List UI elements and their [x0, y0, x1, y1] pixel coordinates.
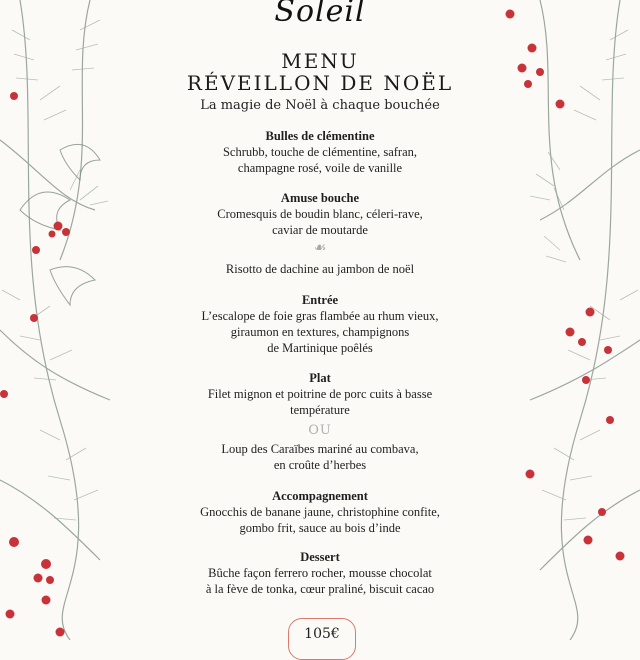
section-line: à la fève de tonka, cœur praliné, biscuit cacao [205, 582, 435, 596]
left-foliage-decoration [0, 0, 140, 640]
menu-section-amuse-bouche [150, 190, 490, 238]
section-heading: Plat [309, 371, 331, 385]
menu-section-plat [150, 370, 490, 418]
price-value: 105€ [304, 626, 340, 642]
ornament-divider: ☙ [313, 240, 327, 256]
section-line: Gnocchis de banane jaune, christophine confite, [200, 505, 440, 519]
section-heading: Amuse bouche [280, 191, 360, 205]
section-line: L’escalope de foie gras flambée au rhum vieux, [201, 309, 439, 323]
section-heading: Dessert [300, 550, 340, 564]
brand-logo: Soleil [274, 0, 366, 29]
menu-section-accompagnement [150, 488, 490, 536]
menu-section-loup [150, 441, 490, 473]
section-line: Risotto de dachine au jambon de noël [225, 262, 415, 276]
section-line: Filet mignon et poitrine de porc cuits à basse [207, 387, 433, 401]
section-line: Cromesquis de boudin blanc, céleri-rave, [217, 207, 423, 221]
section-line: caviar de moutarde [272, 223, 368, 237]
section-heading: Accompagnement [272, 489, 368, 503]
section-line: Schrubb, touche de clémentine, safran, [222, 145, 418, 159]
price-badge [288, 618, 356, 660]
section-line: de Martinique poêlés [267, 341, 373, 355]
menu-subtitle-title: RÉVEILLON DE NOËL [186, 71, 454, 95]
section-line: température [290, 403, 350, 417]
section-heading: Bulles de clémentine [265, 129, 375, 143]
section-line: en croûte d’herbes [273, 458, 367, 472]
section-line: champagne rosé, voile de vanille [237, 161, 403, 175]
menu-section-bulles [150, 128, 490, 176]
menu-title: MENU [281, 49, 359, 73]
menu-tagline: La magie de Noël à chaque bouchée [200, 98, 440, 113]
section-line: gombo frit, sauce au bois d’inde [239, 521, 401, 535]
section-line: giraumon en textures, champignons [230, 325, 410, 339]
menu-section-risotto [150, 261, 490, 277]
menu-section-dessert [150, 549, 490, 597]
section-heading: Entrée [301, 293, 339, 307]
menu-section-entree [150, 292, 490, 356]
section-line: Bûche façon ferrero rocher, mousse chocolat [208, 566, 432, 580]
or-separator: OU [308, 423, 332, 438]
section-line: Loup des Caraïbes mariné au combava, [221, 442, 419, 456]
right-foliage-decoration [500, 0, 640, 640]
